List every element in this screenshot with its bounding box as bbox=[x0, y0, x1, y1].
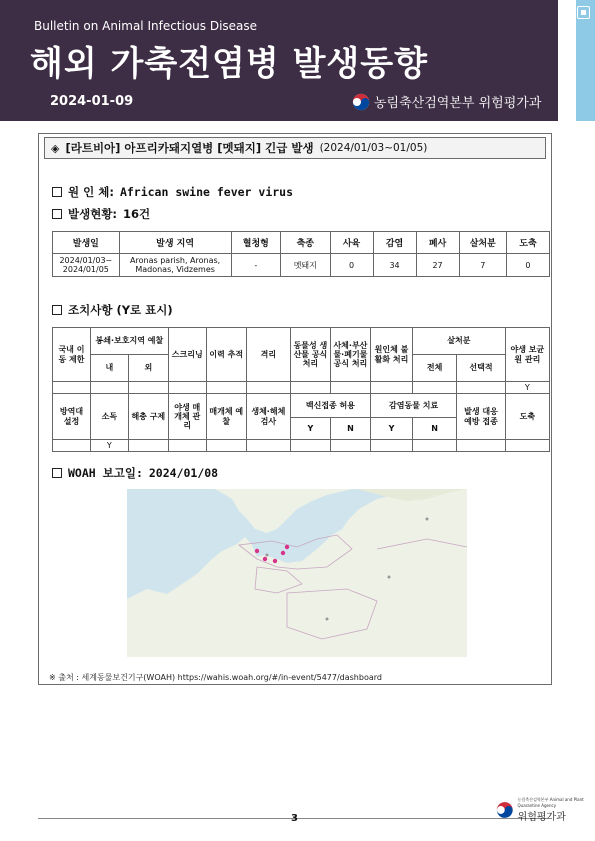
outbreak-table bbox=[52, 231, 550, 277]
value-cell bbox=[505, 440, 549, 452]
square-bullet-icon bbox=[52, 209, 62, 219]
h-vector-survey: 매개체 예찰 bbox=[206, 394, 246, 440]
h-cull-all: 전체 bbox=[413, 355, 457, 382]
col-dead: 폐사 bbox=[416, 232, 459, 254]
section-title-bar bbox=[44, 137, 546, 159]
h-treatment-y: Y bbox=[370, 418, 412, 440]
date-end: 2024/01/05 bbox=[62, 265, 109, 274]
value-cell bbox=[330, 440, 370, 452]
header-organization bbox=[352, 92, 541, 111]
square-bullet-icon bbox=[52, 305, 62, 315]
h-wild-vector: 야생 매개체 관리 bbox=[168, 394, 206, 440]
table-row bbox=[53, 254, 550, 277]
value-cell bbox=[370, 382, 412, 394]
section-date-range: (2024/01/03~01/05) bbox=[319, 142, 428, 154]
h-zone-in: 내 bbox=[90, 355, 128, 382]
h-cull-selective: 선택적 bbox=[457, 355, 505, 382]
cell-raised: 0 bbox=[330, 254, 373, 277]
status-label: 발생현황: bbox=[68, 207, 118, 221]
h-zone: 봉쇄·보호지역 예찰 bbox=[90, 328, 168, 355]
measures-table bbox=[52, 327, 550, 452]
col-region: 발생 지역 bbox=[119, 232, 231, 254]
measures-value-row-1 bbox=[53, 382, 550, 394]
value-cell bbox=[457, 382, 505, 394]
measures-value-row-2 bbox=[53, 440, 550, 452]
table-header-row bbox=[53, 232, 550, 254]
h-disinfection: 소독 bbox=[90, 394, 128, 440]
cause-value: African swine fever virus bbox=[119, 185, 294, 199]
measures-heading-line bbox=[52, 302, 173, 318]
value-cell bbox=[290, 382, 330, 394]
value-cell bbox=[128, 440, 168, 452]
h-zone-out: 외 bbox=[128, 355, 168, 382]
value-cell bbox=[413, 440, 457, 452]
col-infected: 감염 bbox=[373, 232, 416, 254]
value-cell bbox=[413, 382, 457, 394]
h-movement: 국내 이동 제한 bbox=[53, 328, 91, 382]
value-cell bbox=[206, 382, 246, 394]
value-cell bbox=[128, 382, 168, 394]
footer-org-small: 농림축산검역본부 Animal and Plant Quarantine Agency bbox=[517, 797, 584, 808]
page-title: 해외 가축전염병 발생동향 bbox=[30, 44, 428, 84]
col-slaughtered: 도축 bbox=[506, 232, 549, 254]
value-cell bbox=[206, 440, 246, 452]
woah-label: WOAH 보고일: bbox=[68, 466, 143, 480]
square-bullet-icon bbox=[52, 187, 62, 197]
outbreak-map bbox=[127, 489, 467, 657]
value-cell bbox=[290, 440, 330, 452]
footer-org-dept: 위험평가과 bbox=[517, 812, 566, 823]
col-raised: 사육 bbox=[330, 232, 373, 254]
value-cell bbox=[370, 440, 412, 452]
h-pathogen: 원인체 불활화 처리 bbox=[370, 328, 412, 382]
value-cell: Y bbox=[90, 440, 128, 452]
h-treatment-n: N bbox=[413, 418, 457, 440]
value-cell bbox=[457, 440, 505, 452]
date-start: 2024/01/03~ bbox=[59, 256, 113, 265]
woah-date: 2024/01/08 bbox=[148, 466, 219, 480]
h-quarantine: 격리 bbox=[246, 328, 290, 382]
value-cell bbox=[53, 440, 91, 452]
value-cell bbox=[246, 382, 290, 394]
footer-logo bbox=[496, 797, 595, 823]
diamond-bullet-icon: ◈ bbox=[51, 141, 60, 155]
woah-line bbox=[52, 465, 218, 481]
value-cell bbox=[90, 382, 128, 394]
value-cell bbox=[246, 440, 290, 452]
status-line bbox=[52, 206, 150, 222]
section-title: [라트비아] 아프리카돼지열병 [멧돼지] 긴급 발생 bbox=[65, 141, 314, 155]
h-official-disposal: 동물성 생산물 공식 처리 bbox=[290, 328, 330, 382]
h-culling: 살처분 bbox=[413, 328, 506, 355]
value-cell bbox=[330, 382, 370, 394]
cell-slaughtered: 0 bbox=[506, 254, 549, 277]
cell-date bbox=[53, 254, 120, 277]
status-value: 16건 bbox=[123, 207, 151, 221]
h-live-test: 생체·해체 검사 bbox=[246, 394, 290, 440]
cell-infected: 34 bbox=[373, 254, 416, 277]
measures-header-row-1 bbox=[53, 328, 550, 355]
h-wildlife: 야생 보균원 관리 bbox=[505, 328, 549, 382]
region-line-2: Madonas, Vidzemes bbox=[135, 265, 215, 274]
col-date: 발생일 bbox=[53, 232, 120, 254]
cause-line bbox=[52, 184, 293, 200]
h-zoning: 방역대 설정 bbox=[53, 394, 91, 440]
h-vaccine-n: N bbox=[330, 418, 370, 440]
cell-culled: 7 bbox=[459, 254, 506, 277]
h-tracing: 이력 추적 bbox=[206, 328, 246, 382]
header-subtitle: Bulletin on Animal Infectious Disease bbox=[34, 19, 258, 33]
h-pest: 해충 구제 bbox=[128, 394, 168, 440]
header-org-name: 농림축산검역본부 위험평가과 bbox=[374, 96, 542, 111]
square-bullet-icon bbox=[52, 468, 62, 478]
measures-heading: 조치사항 (Y로 표시) bbox=[68, 303, 173, 317]
value-cell bbox=[168, 440, 206, 452]
h-prevent-vax: 발생 대응 예방 접종 bbox=[457, 394, 505, 440]
h-treatment: 감염동물 치료 bbox=[370, 394, 456, 418]
cell-species: 멧돼지 bbox=[281, 254, 330, 277]
taegeuk-logo-icon bbox=[496, 798, 514, 822]
cell-serotype: - bbox=[231, 254, 280, 277]
h-vaccine-y: Y bbox=[290, 418, 330, 440]
source-note: ※ 출처 : 세계동물보건기구(WOAH) https://wahis.woah.org/#/in-event/5477/dashboard bbox=[49, 673, 382, 682]
h-slaughter: 도축 bbox=[505, 394, 549, 440]
cell-dead: 27 bbox=[416, 254, 459, 277]
h-carcass: 사체·부산물·폐기물 공식 처리 bbox=[330, 328, 370, 382]
h-screening: 스크리닝 bbox=[168, 328, 206, 382]
map-graphic bbox=[127, 489, 467, 657]
value-cell: Y bbox=[505, 382, 549, 394]
corner-square-icon bbox=[577, 6, 590, 19]
taegeuk-logo-icon bbox=[352, 93, 370, 111]
value-cell bbox=[168, 382, 206, 394]
measures-header-row-3 bbox=[53, 394, 550, 418]
col-culled: 살처분 bbox=[459, 232, 506, 254]
page-number: 3 bbox=[291, 813, 298, 824]
h-vaccine: 백신접종 허용 bbox=[290, 394, 370, 418]
col-species: 축종 bbox=[281, 232, 330, 254]
col-serotype: 혈청형 bbox=[231, 232, 280, 254]
value-cell bbox=[53, 382, 91, 394]
issue-date: 2024-01-09 bbox=[50, 94, 134, 109]
region-line-1: Aronas parish, Aronas, bbox=[130, 256, 221, 265]
cause-label: 원 인 체: bbox=[68, 185, 114, 199]
cell-region bbox=[119, 254, 231, 277]
